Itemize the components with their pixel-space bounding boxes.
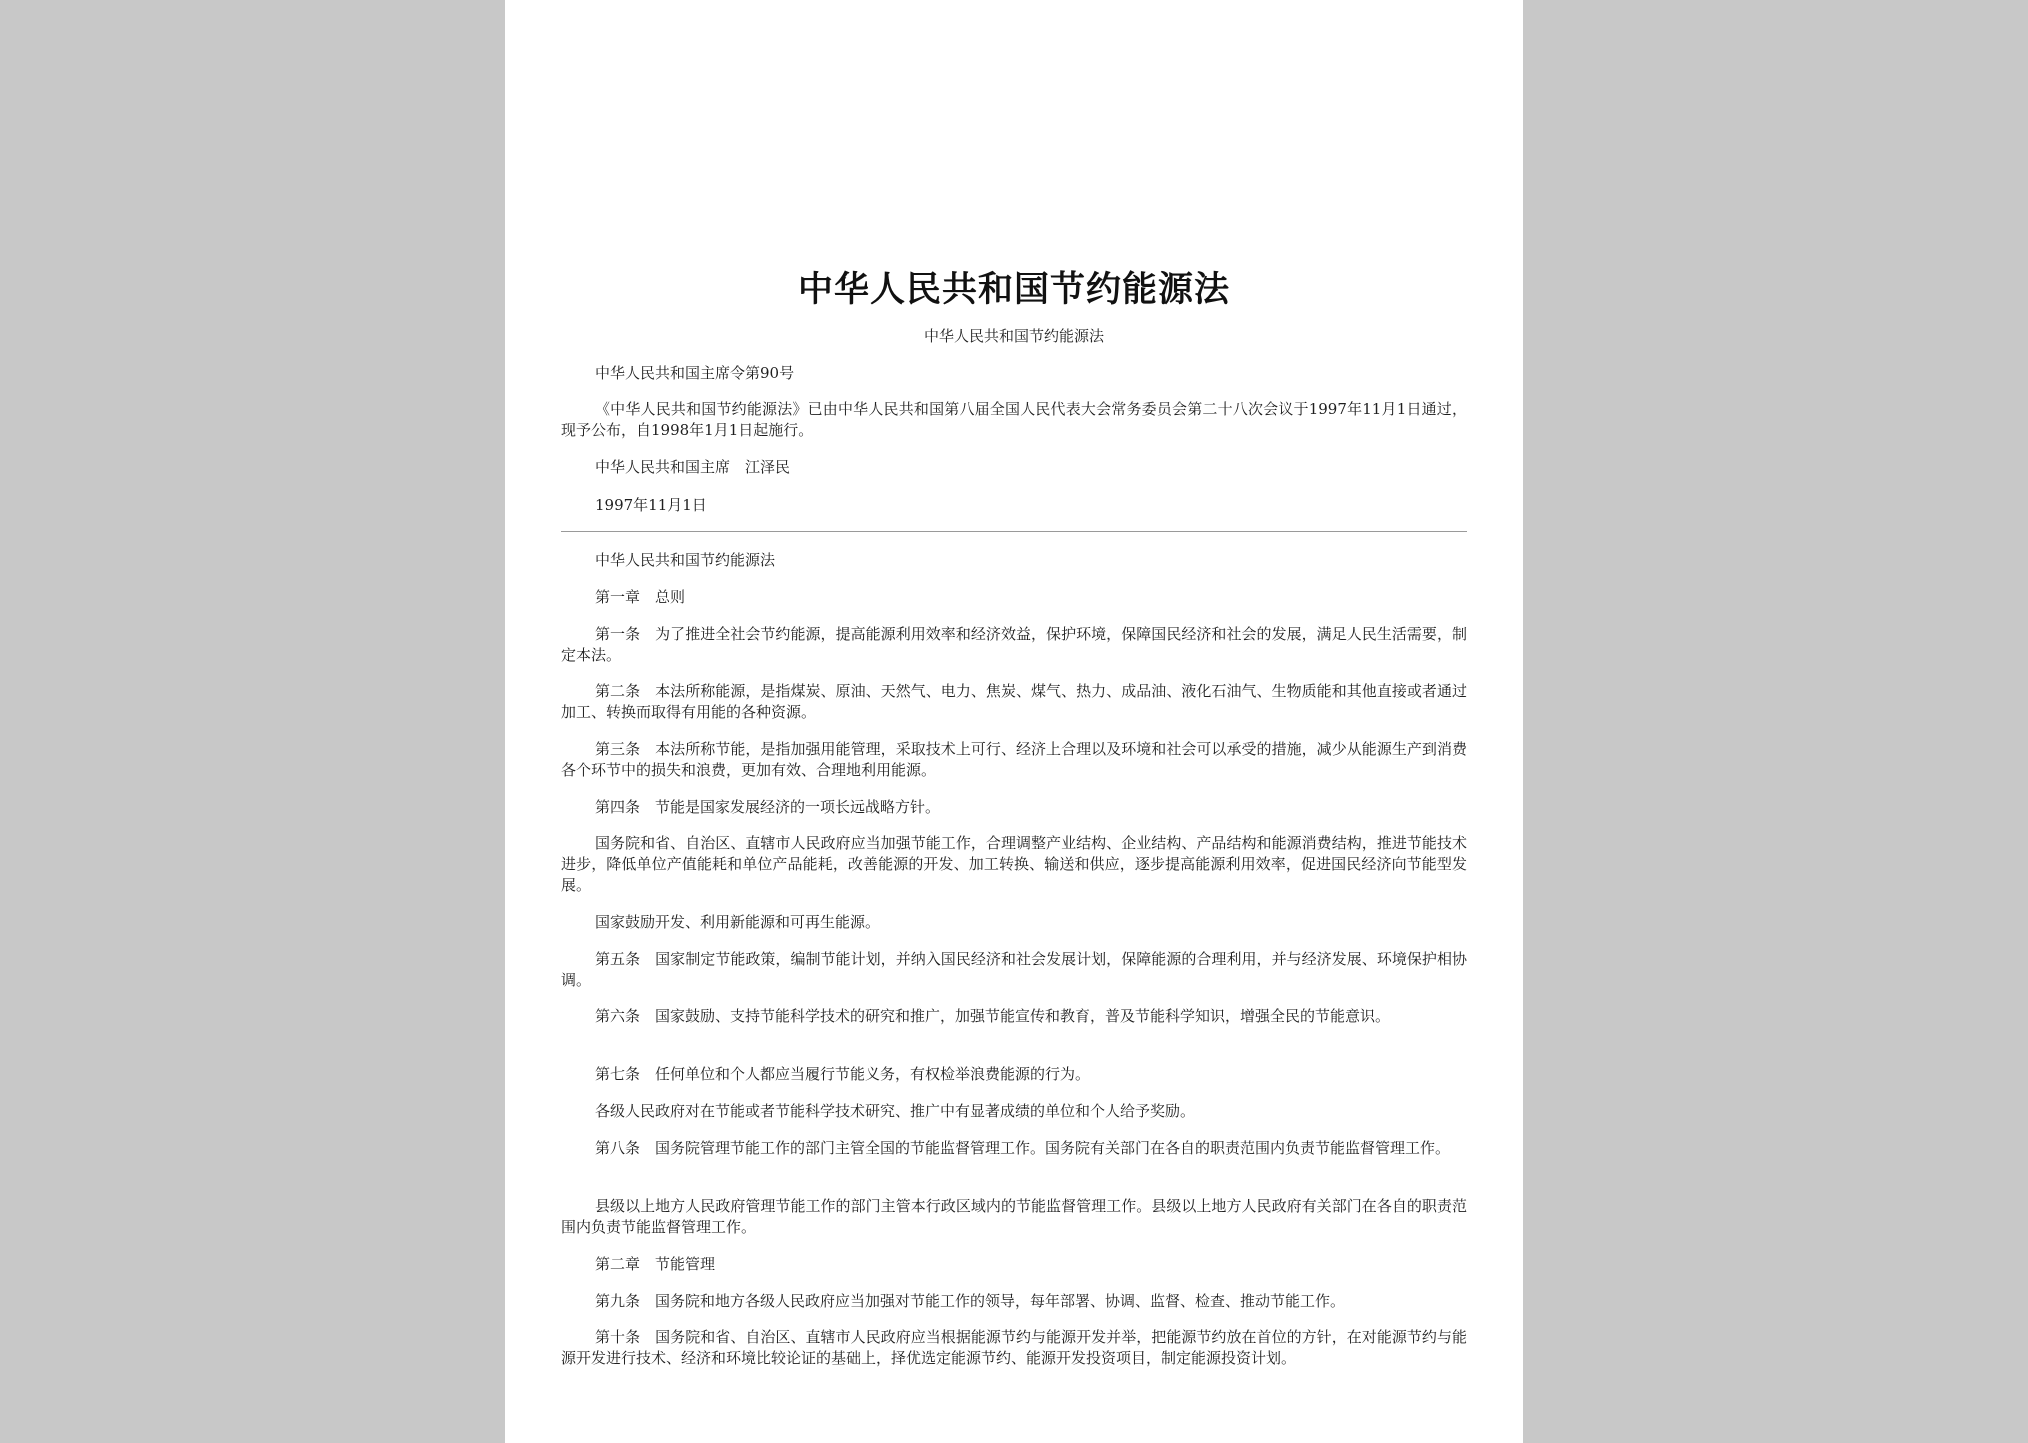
chapter-1-heading: 第一章 总则 xyxy=(595,588,686,606)
article-5: 第五条 国家制定节能政策，编制节能计划，并纳入国民经济和社会发展计划，保障能源的合理利用，并与经济发展、环境保护相协调。 xyxy=(561,950,1467,989)
chapter-2-heading: 第二章 节能管理 xyxy=(595,1255,716,1273)
article-4: 第四条 节能是国家发展经济的一项长远战略方针。 xyxy=(595,798,941,816)
article-2: 第二条 本法所称能源，是指煤炭、原油、天然气、电力、焦炭、煤气、热力、成品油、液化石油气、生物质能和其他直接或者通过加工、转换而取得有用能的各种资源。 xyxy=(561,682,1467,721)
promulgation-paragraph: 《中华人民共和国节约能源法》已由中华人民共和国第八届全国人民代表大会常务委员会第二十八次会议于1997年11月1日通过，现予公布，自1998年1月1日起施行。 xyxy=(561,400,1467,439)
article-7-paragraph-2: 各级人民政府对在节能或者节能科学技术研究、推广中有显著成绩的单位和个人给予奖励。 xyxy=(595,1102,1196,1120)
article-8-paragraph-2: 县级以上地方人民政府管理节能工作的部门主管本行政区域内的节能监督管理工作。县级以上地方人民政府有关部门在各自的职责范围内负责节能监督管理工作。 xyxy=(561,1197,1467,1236)
law-heading: 中华人民共和国节约能源法 xyxy=(595,551,776,569)
document-subtitle: 中华人民共和国节约能源法 xyxy=(923,327,1104,345)
article-10: 第十条 国务院和省、自治区、直辖市人民政府应当根据能源节约与能源开发并举，把能源节约放在首位的方针，在对能源节约与能源开发进行技术、经济和环境比较论证的基础上，择优选定能源节约、能源开发投资项目，制定能源投资计划。 xyxy=(561,1328,1467,1367)
article-4-paragraph-3: 国家鼓励开发、利用新能源和可再生能源。 xyxy=(595,913,881,931)
section-divider xyxy=(561,531,1467,532)
article-8: 第八条 国务院管理节能工作的部门主管全国的节能监督管理工作。国务院有关部门在各自的职责范围内负责节能监督管理工作。 xyxy=(595,1139,1451,1157)
article-1: 第一条 为了推进全社会节约能源，提高能源利用效率和经济效益，保护环境，保障国民经济和社会的发展，满足人民生活需要，制定本法。 xyxy=(561,625,1467,664)
article-7: 第七条 任何单位和个人都应当履行节能义务，有权检举浪费能源的行为。 xyxy=(595,1065,1091,1083)
decree-number: 中华人民共和国主席令第90号 xyxy=(595,364,795,382)
article-6: 第六条 国家鼓励、支持节能科学技术的研究和推广，加强节能宣传和教育，普及节能科学知识，增强全民的节能意识。 xyxy=(595,1007,1391,1025)
document-page xyxy=(505,0,1523,1443)
signatory: 中华人民共和国主席 江泽民 xyxy=(595,458,791,476)
article-9: 第九条 国务院和地方各级人民政府应当加强对节能工作的领导，每年部署、协调、监督、检查、推动节能工作。 xyxy=(595,1292,1346,1310)
document-title: 中华人民共和国节约能源法 xyxy=(797,269,1230,310)
decree-date: 1997年11月1日 xyxy=(595,496,707,514)
article-3: 第三条 本法所称节能，是指加强用能管理，采取技术上可行、经济上合理以及环境和社会可以承受的措施，减少从能源生产到消费各个环节中的损失和浪费，更加有效、合理地利用能源。 xyxy=(561,740,1467,779)
article-4-paragraph-2: 国务院和省、自治区、直辖市人民政府应当加强节能工作，合理调整产业结构、企业结构、产品结构和能源消费结构，推进节能技术进步，降低单位产值能耗和单位产品能耗，改善能源的开发、加工转换、输送和供应，逐步提高能源利用效率，促进国民经济向节能型发展。 xyxy=(561,834,1467,894)
